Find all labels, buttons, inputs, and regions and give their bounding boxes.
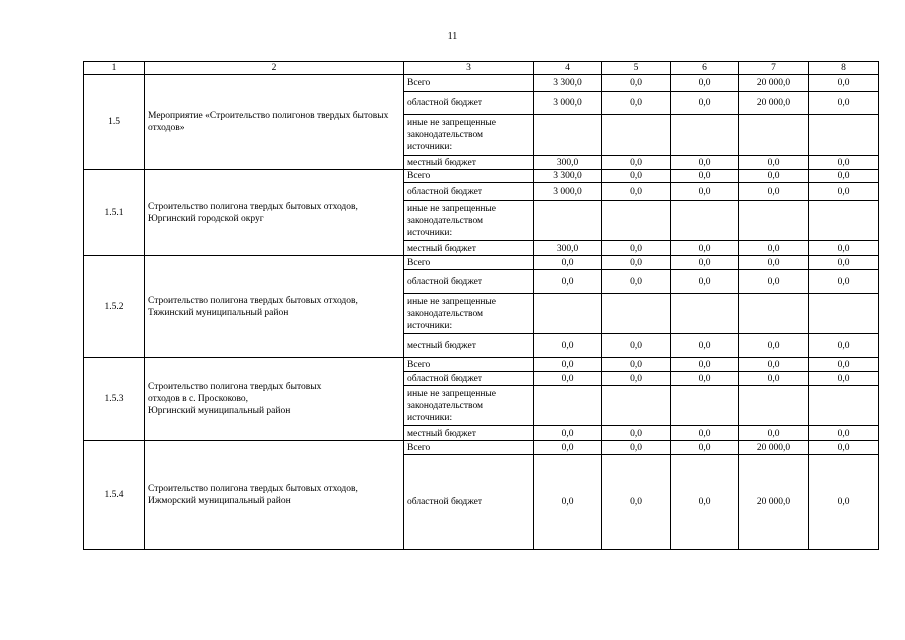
value-cell: 0,0: [602, 256, 671, 270]
value-cell: 0,0: [809, 426, 879, 441]
value-cell: 0,0: [809, 334, 879, 358]
header-cell: 3: [404, 62, 534, 75]
value-cell: 20 000,0: [739, 455, 809, 550]
value-cell: 0,0: [671, 372, 739, 386]
value-cell: 0,0: [671, 183, 739, 201]
source-label: местный бюджет: [404, 156, 534, 170]
value-cell: 0,0: [534, 270, 602, 294]
source-label: местный бюджет: [404, 241, 534, 256]
value-cell: 0,0: [739, 256, 809, 270]
value-cell: 0,0: [602, 358, 671, 372]
value-cell: 300,0: [534, 156, 602, 170]
value-cell: 0,0: [602, 372, 671, 386]
value-cell: 0,0: [739, 183, 809, 201]
value-cell: 0,0: [809, 256, 879, 270]
row-name: [145, 358, 404, 441]
value-cell: 20 000,0: [739, 75, 809, 92]
value-cell: 0,0: [739, 426, 809, 441]
table-row: [84, 358, 879, 372]
row-name: Строительство полигона твердых бытовых отходов, Тяжинский муниципальный район: [145, 256, 404, 358]
value-cell: 0,0: [739, 156, 809, 170]
source-label: иные не запрещенные законодательством источники:: [404, 115, 534, 156]
value-cell: 20 000,0: [739, 441, 809, 455]
table-row: [84, 441, 879, 455]
value-cell: 0,0: [671, 270, 739, 294]
source-label: иные не запрещенные законодательством источники:: [404, 294, 534, 334]
value-cell: 0,0: [809, 170, 879, 183]
value-cell: 0,0: [739, 334, 809, 358]
value-cell: 0,0: [534, 334, 602, 358]
value-cell: 0,0: [809, 75, 879, 92]
value-cell: 0,0: [739, 170, 809, 183]
value-cell: 0,0: [602, 156, 671, 170]
value-cell: 0,0: [671, 241, 739, 256]
value-cell: 3 300,0: [534, 170, 602, 183]
value-cell: 20 000,0: [739, 92, 809, 115]
source-label: областной бюджет: [404, 270, 534, 294]
value-cell: 0,0: [671, 334, 739, 358]
header-cell: 7: [739, 62, 809, 75]
value-cell: 0,0: [809, 441, 879, 455]
value-cell: 0,0: [739, 372, 809, 386]
value-cell: 0,0: [671, 156, 739, 170]
value-cell: 0,0: [671, 256, 739, 270]
value-cell: 0,0: [671, 426, 739, 441]
value-cell: 3 000,0: [534, 92, 602, 115]
value-cell: 0,0: [534, 426, 602, 441]
header-cell: 8: [809, 62, 879, 75]
source-label: областной бюджет: [404, 455, 534, 550]
value-cell: 3 000,0: [534, 183, 602, 201]
value-cell: 0,0: [602, 92, 671, 115]
table-row: [84, 75, 879, 92]
row-name: Строительство полигона твердых бытовых отходов, Ижморский муниципальный район: [145, 441, 404, 550]
row-id: 1.5.4: [84, 441, 145, 550]
value-cell: 300,0: [534, 241, 602, 256]
source-label: иные не запрещенные законодательством источники:: [404, 386, 534, 426]
value-cell: 0,0: [809, 156, 879, 170]
budget-table: [83, 61, 879, 550]
value-cell: 0,0: [602, 426, 671, 441]
row-name-line: отходов в с. Проскоково,: [148, 394, 249, 404]
value-cell: 0,0: [534, 372, 602, 386]
row-id: 1.5.3: [84, 358, 145, 441]
value-cell: 0,0: [739, 358, 809, 372]
source-label: Всего: [404, 358, 534, 372]
header-cell: 1: [84, 62, 145, 75]
value-cell: 0,0: [671, 455, 739, 550]
source-label: местный бюджет: [404, 426, 534, 441]
row-name-line: Строительство полигона твердых бытовых: [148, 382, 322, 392]
value-cell: 0,0: [809, 455, 879, 550]
source-label: областной бюджет: [404, 372, 534, 386]
value-cell: 0,0: [602, 75, 671, 92]
value-cell: 0,0: [602, 334, 671, 358]
value-cell: 0,0: [602, 241, 671, 256]
value-cell: 0,0: [671, 92, 739, 115]
value-cell: 0,0: [809, 92, 879, 115]
value-cell: 0,0: [809, 270, 879, 294]
header-cell: 5: [602, 62, 671, 75]
value-cell: 0,0: [534, 441, 602, 455]
row-id: 1.5.1: [84, 170, 145, 256]
row-name: Мероприятие «Строительство полигонов твердых бытовых отходов»: [145, 75, 404, 170]
value-cell: 0,0: [602, 455, 671, 550]
page-number: 11: [447, 31, 458, 42]
source-label: иные не запрещенные законодательством источники:: [404, 201, 534, 241]
value-cell: 0,0: [671, 441, 739, 455]
value-cell: 0,0: [671, 358, 739, 372]
value-cell: 0,0: [809, 241, 879, 256]
row-name-line: Юргинский муниципальный район: [148, 406, 291, 416]
source-label: Всего: [404, 441, 534, 455]
value-cell: 0,0: [602, 170, 671, 183]
source-label: Всего: [404, 75, 534, 92]
value-cell: 0,0: [739, 241, 809, 256]
value-cell: 0,0: [809, 358, 879, 372]
row-id: 1.5.2: [84, 256, 145, 358]
value-cell: 0,0: [671, 170, 739, 183]
value-cell: 0,0: [602, 270, 671, 294]
value-cell: 0,0: [671, 75, 739, 92]
value-cell: 0,0: [534, 256, 602, 270]
row-name: Строительство полигона твердых бытовых отходов, Юргинский городской округ: [145, 170, 404, 256]
value-cell: 0,0: [602, 183, 671, 201]
value-cell: 0,0: [534, 455, 602, 550]
source-label: местный бюджет: [404, 334, 534, 358]
row-id: 1.5: [84, 75, 145, 170]
source-label: Всего: [404, 256, 534, 270]
header-row: [84, 62, 879, 75]
header-cell: 2: [145, 62, 404, 75]
value-cell: 0,0: [809, 183, 879, 201]
value-cell: 0,0: [602, 441, 671, 455]
value-cell: 0,0: [809, 372, 879, 386]
value-cell: 0,0: [534, 358, 602, 372]
source-label: Всего: [404, 170, 534, 183]
source-label: областной бюджет: [404, 183, 534, 201]
table-row: [84, 256, 879, 270]
value-cell: 3 300,0: [534, 75, 602, 92]
header-cell: 6: [671, 62, 739, 75]
value-cell: 0,0: [739, 270, 809, 294]
source-label: областной бюджет: [404, 92, 534, 115]
header-cell: 4: [534, 62, 602, 75]
table-row: [84, 170, 879, 183]
